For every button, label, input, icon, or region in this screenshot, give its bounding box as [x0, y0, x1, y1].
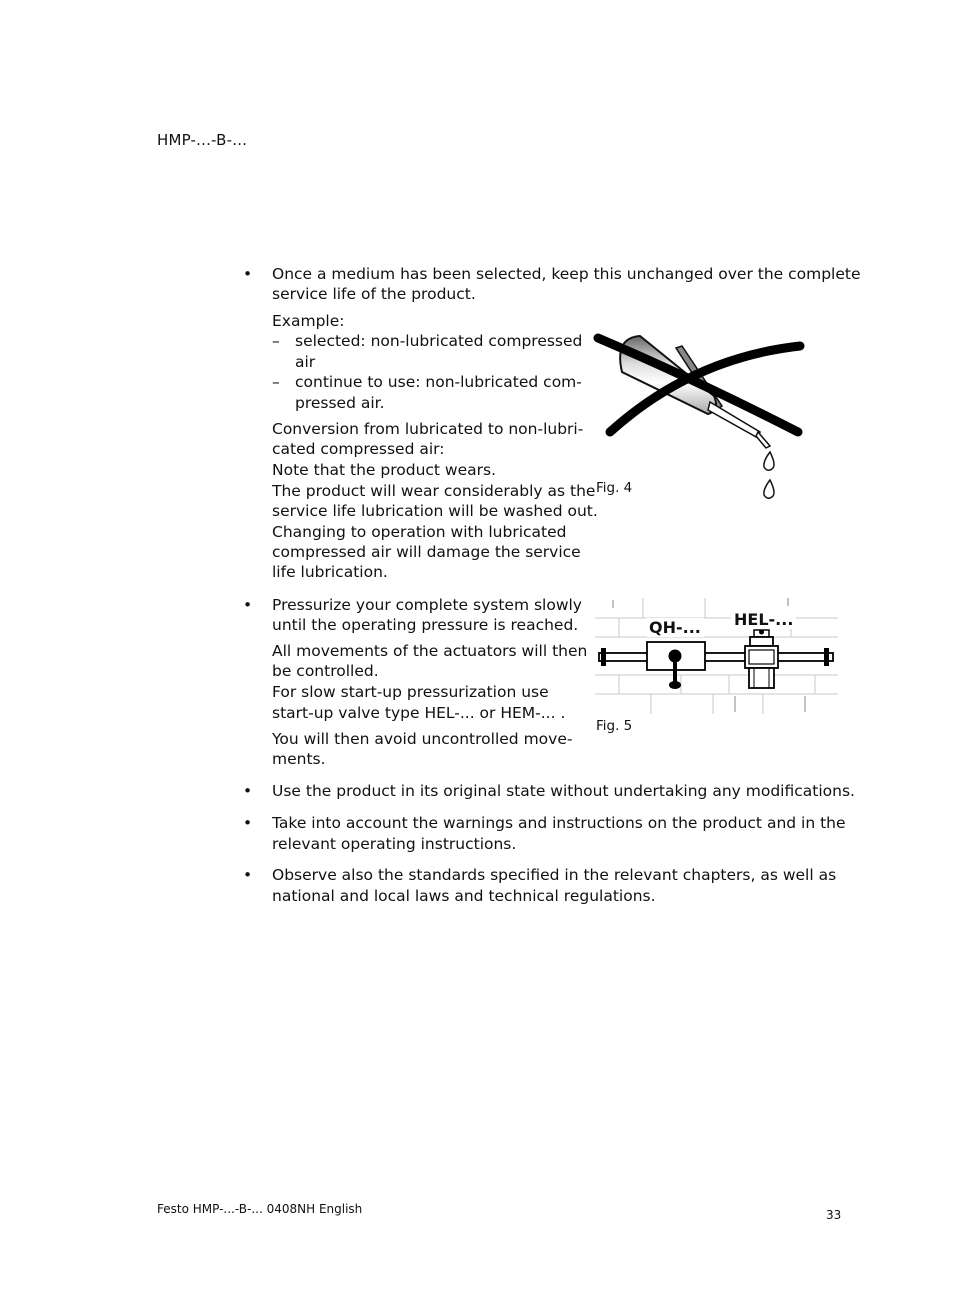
- pressurize-line-6: ments.: [272, 750, 326, 768]
- bullet-2-symbol: •: [243, 596, 253, 614]
- dash-1-line-2: air: [295, 353, 316, 371]
- conversion-line-4: The product will wear considerably as the: [272, 482, 596, 500]
- example-label: Example:: [272, 312, 345, 330]
- conversion-line-3: Note that the product wears.: [272, 461, 497, 479]
- bullet-1-line-2: service life of the product.: [272, 285, 476, 303]
- bullet-5-line-1: Observe also the standards specified in the relevant chapters, as well as: [272, 866, 837, 884]
- fig-4-caption: Fig. 4: [596, 480, 633, 496]
- dash-1-line-1: selected: non-lubricated compressed: [295, 332, 583, 350]
- pressurize-line-1: All movements of the actuators will then: [272, 642, 588, 660]
- bullet-5-symbol: •: [243, 866, 253, 884]
- fig-5-label-hel: HEL-...: [731, 610, 796, 629]
- fig-5-label-qh: QH-...: [646, 618, 704, 637]
- page-header: HMP-...-B-...: [157, 131, 248, 149]
- bullet-4-line-2: relevant operating instructions.: [272, 835, 517, 853]
- dash-1-symbol: –: [272, 332, 280, 350]
- bullet-3-symbol: •: [243, 782, 253, 800]
- bullet-1-symbol: •: [243, 265, 253, 283]
- bullet-4-symbol: •: [243, 814, 253, 832]
- bullet-5-line-2: national and local laws and technical regulations.: [272, 887, 656, 905]
- dash-2-line-1: continue to use: non-lubricated com-: [295, 373, 582, 391]
- valve-layout-diagram: [595, 596, 838, 716]
- fig-5-caption: Fig. 5: [596, 718, 633, 734]
- bullet-2-line-1: Pressurize your complete system slowly: [272, 596, 582, 614]
- pressurize-line-2: be controlled.: [272, 662, 379, 680]
- pressurize-line-5: You will then avoid uncontrolled move-: [272, 730, 573, 748]
- conversion-line-5: service life lubrication will be washed out.: [272, 502, 598, 520]
- bullet-4-line-1: Take into account the warnings and instructions on the product and in the: [272, 814, 846, 832]
- bullet-3-line-1: Use the product in its original state without undertaking any modifications.: [272, 782, 855, 800]
- conversion-line-8: life lubrication.: [272, 563, 388, 581]
- lubricator-crossed-out-illustration: [592, 328, 807, 503]
- page-number: 33: [826, 1208, 842, 1222]
- conversion-line-2: cated compressed air:: [272, 440, 445, 458]
- conversion-line-7: compressed air will damage the service: [272, 543, 581, 561]
- dash-2-line-2: pressed air.: [295, 394, 385, 412]
- pressurize-line-4: start-up valve type HEL-... or HEM-... .: [272, 704, 566, 722]
- bullet-1-line-1: Once a medium has been selected, keep this unchanged over the complete: [272, 265, 861, 283]
- footer-text: Festo HMP-...-B-... 0408NH English: [157, 1202, 363, 1216]
- bullet-2-line-2: until the operating pressure is reached.: [272, 616, 579, 634]
- dash-2-symbol: –: [272, 373, 280, 391]
- conversion-line-1: Conversion from lubricated to non-lubri-: [272, 420, 584, 438]
- conversion-line-6: Changing to operation with lubricated: [272, 523, 567, 541]
- pressurize-line-3: For slow start-up pressurization use: [272, 683, 549, 701]
